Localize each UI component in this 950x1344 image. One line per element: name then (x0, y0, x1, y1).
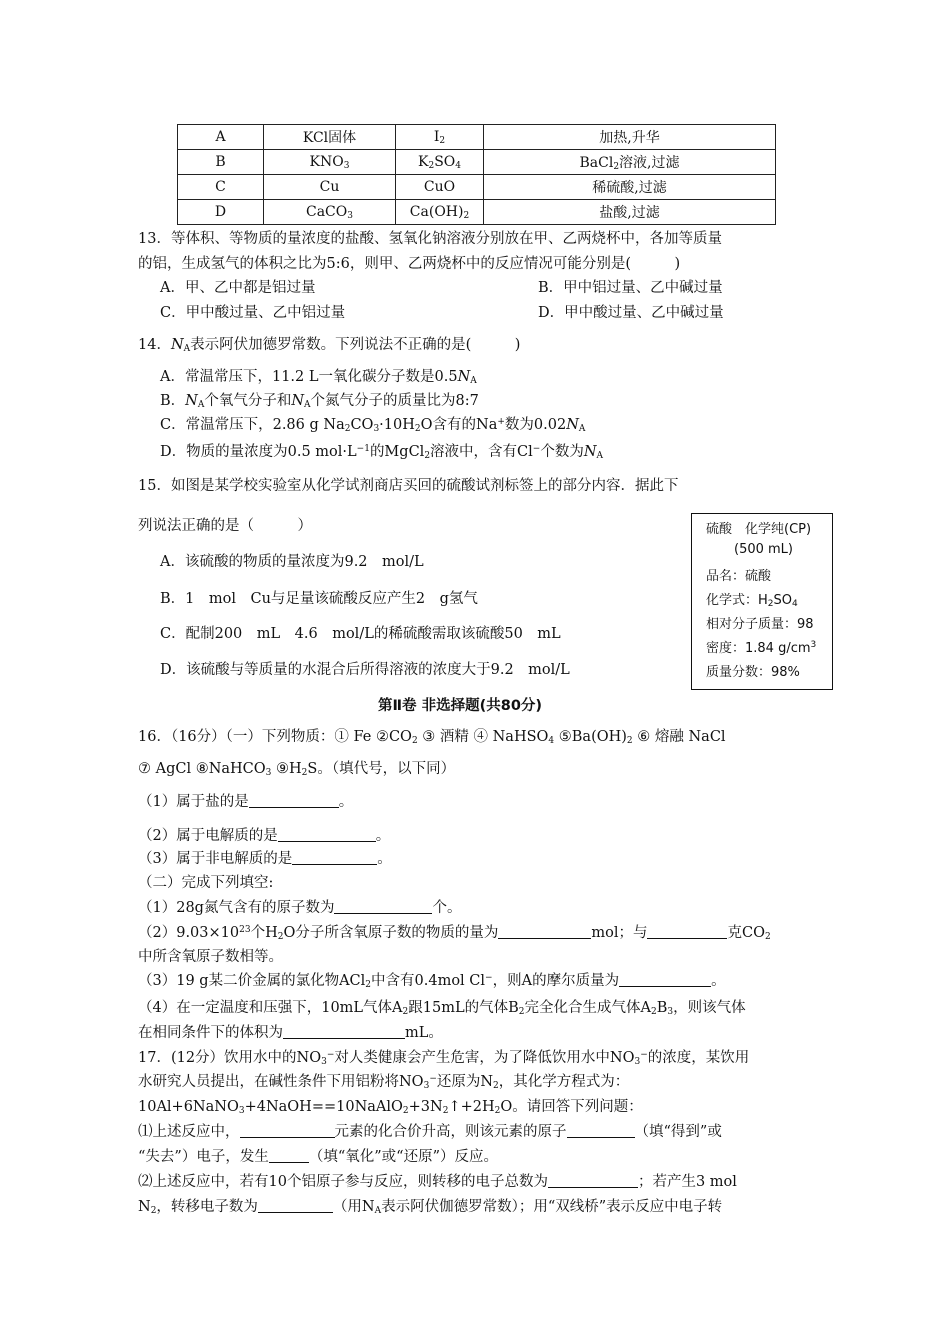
label-volume: (500 mL) (734, 542, 793, 557)
table-cell: CaCO$_3$ (264, 200, 396, 225)
q16-stem-line2: ⑦ AgCl ⑧NaHCO$_3$ $⑨H_2S$。（填代号，以下同） (138, 761, 456, 778)
q13-option-b: B．甲中铝过量、乙中碱过量 (538, 280, 723, 296)
answer-blank[interactable] (567, 1123, 635, 1138)
q13-stem-line2: 的铝，生成氢气的体积之比为5:6，则甲、乙两烧杯中的反应情况可能分别是( ) (138, 256, 681, 272)
table-cell: $Ca(OH)_2$ (396, 200, 484, 225)
q17-equation: $10Al+6NaNO_3+4NaOH==10NaAlO_2+3N_2↑+2H_2O$。请回答下列问题： (138, 1099, 643, 1116)
table-cell: 稀硫酸,过滤 (484, 175, 776, 200)
q13-option-a: A．甲、乙中都是铝过量 (160, 280, 316, 296)
q13-option-d: D．甲中酸过量、乙中碱过量 (538, 305, 724, 321)
q17-sub1-line1: ⑴上述反应中， 元素的化合价升高，则该元素的原子 （填“得到”或 (138, 1124, 722, 1140)
q16-part1-salt: （1）属于盐的是 。 (138, 794, 354, 810)
table-cell: B (178, 150, 264, 175)
answer-blank[interactable] (258, 1198, 333, 1213)
q15-stem-line1: 15．如图是某学校实验室从化学试剂商店买回的硫酸试剂标签上的部分内容．据此下 (138, 478, 679, 494)
table-cell: C (178, 175, 264, 200)
table-cell: $KNO_3$ (264, 150, 396, 175)
answer-blank[interactable] (278, 827, 376, 842)
q17-stem-line2: 水研究人员提出，在碱性条件下用铝粉将$NO_3^-$还原为$N_2$，其化学方程式为： (138, 1074, 630, 1091)
answer-blank[interactable] (334, 899, 432, 914)
answer-blank[interactable] (292, 850, 377, 865)
q14-option-a: A．常温常压下，11.2 L一氧化碳分子数是$0.5N_A$ (160, 369, 477, 386)
table-cell: KCl固体 (264, 125, 396, 150)
section2-title: 第Ⅱ卷 非选择题(共80分) (378, 698, 543, 714)
table-row (178, 200, 776, 225)
table-row (178, 150, 776, 175)
q16-fill1: （1）28g氮气含有的原子数为 个。 (138, 900, 462, 916)
label-formula: 化学式：$H_2SO_4$ (706, 593, 798, 609)
label-title: 硫酸 化学纯(CP) (706, 522, 812, 537)
q15-option-d: D．该硫酸与等质量的水混合后所得溶液的浓度大于9.2 mol/L (160, 662, 570, 678)
q14-option-c: C．常温常压下，2.86 g $Na_2CO_3\cdot 10H_2O$含有的Na+数为$0.02N_A$ (160, 417, 586, 434)
answer-blank[interactable] (249, 793, 339, 808)
sulfuric-acid-label (691, 513, 833, 690)
table-cell: D (178, 200, 264, 225)
q13-option-c: C．甲中酸过量、乙中铝过量 (160, 305, 346, 321)
table-cell: $K_2SO_4$ (396, 150, 484, 175)
table-cell: $I_2$ (396, 125, 484, 150)
q16-fill2: $(2)9.03\times 10^{23}$个$H_2O$分子所含氧原子数的物质的量为 mol；与 克$CO_2$ (138, 925, 771, 942)
q16-fill3: （3）19 g某二价金属的氯化物ACl$_2$中含有0.4mol Cl−，则A的摩尔质量为 。 (138, 973, 726, 990)
label-molar-mass: 相对分子质量：98 (706, 617, 814, 632)
table-row (178, 125, 776, 150)
answer-blank[interactable] (283, 1024, 405, 1039)
answer-blank[interactable] (269, 1148, 309, 1163)
q14-stem: 14．$N_A$表示阿伏加德罗常数。下列说法不正确的是( ) (138, 337, 521, 354)
table-cell: 加热,升华 (484, 125, 776, 150)
table-cell: CuO (396, 175, 484, 200)
q16-part1-nonelectrolyte: （3）属于非电解质的是 。 (138, 851, 392, 867)
q16-fill4-cont: 在相同条件下的体积为 mL。 (138, 1025, 443, 1041)
table-row (178, 175, 776, 200)
table-cell: 盐酸,过滤 (484, 200, 776, 225)
q13-stem-line1: 13．等体积、等物质的量浓度的盐酸、氢氧化钠溶液分别放在甲、乙两烧杯中，各加等质量 (138, 231, 722, 247)
label-density: 密度：1.84 $g/cm^3$ (706, 640, 817, 656)
table-cell: A (178, 125, 264, 150)
q16-part2-title: （二）完成下列填空: (138, 875, 274, 891)
q16-part1-electrolyte: （2）属于电解质的是 。 (138, 828, 391, 844)
label-name: 品名：硫酸 (706, 569, 772, 584)
answer-blank[interactable] (619, 972, 711, 987)
answer-blank[interactable] (647, 924, 727, 939)
separation-table (177, 124, 776, 225)
q17-sub2-line1: ⑵上述反应中，若有10个铝原子参与反应，则转移的电子总数为 ；若产生3 mol (138, 1174, 737, 1190)
table-cell: BaCl$_2$溶液,过滤 (484, 150, 776, 175)
q17-sub1-line2: “失去”）电子，发生 （填“氧化”或“还原”）反应。 (138, 1149, 498, 1165)
q15-option-a: A．该硫酸的物质的量浓度为9.2 mol/L (160, 554, 424, 570)
q16-fill4: （4）在一定温度和压强下，10mL气体$A_2$跟15mL的气体$B_2$完全化合生成气体$A_2B_3$，则该气体 (138, 1000, 746, 1017)
label-mass-fraction: 质量分数：98% (706, 665, 800, 680)
q14-option-b: B．$N_A$个氧气分子和$N_A$个氮气分子的质量比为8:7 (160, 393, 479, 410)
table-cell: Cu (264, 175, 396, 200)
q15-stem-line2: 列说法正确的是（ ） (138, 518, 312, 534)
q15-option-b: B．1 mol Cu与足量该硫酸反应产生2 g氢气 (160, 591, 478, 607)
q17-stem-line1: 17．(12分）饮用水中的$NO_3^-$对人类健康会产生危害，为了降低饮用水中$NO_3^-$的浓度，某饮用 (138, 1050, 750, 1067)
answer-blank[interactable] (498, 924, 591, 939)
q15-option-c: C．配制200 mL 4.6 mol/L的稀硫酸需取该硫酸50 mL (160, 626, 561, 642)
q16-stem-line1: 16．（16分）（一）下列物质：① Fe $②CO_2$ ③ 酒精 ④ NaHSO$_4$ $⑤Ba(OH)_2$ ⑥ 熔融 NaCl (138, 729, 726, 746)
q14-option-d: D．物质的量浓度为0.5 $mol\cdot L^{-1}$的MgCl$_2$溶液中，含有Cl−个数为$N_A$ (160, 444, 604, 461)
q17-sub2-line2: $N_2$，转移电子数为 （用$N_A$表示阿伏伽德罗常数）；用“双线桥”表示反应中电子转 (138, 1199, 723, 1216)
q16-fill2-cont: 中所含氧原子数相等。 (138, 949, 283, 965)
answer-blank[interactable] (548, 1173, 638, 1188)
answer-blank[interactable] (240, 1123, 335, 1138)
